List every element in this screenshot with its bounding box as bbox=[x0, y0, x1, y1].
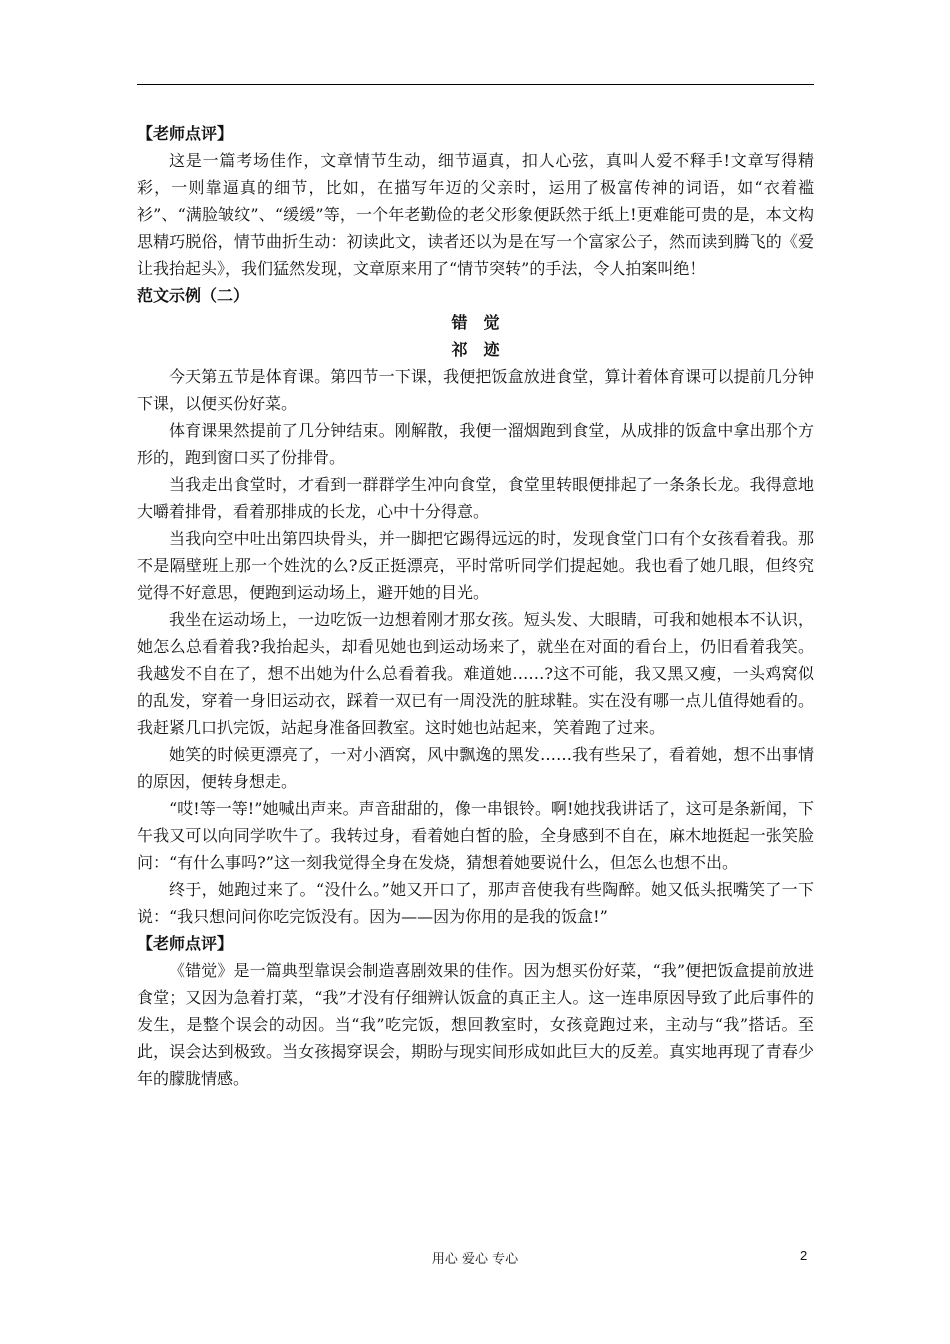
footer-motto: 用心 爱心 专心 bbox=[431, 1252, 519, 1267]
essay-paragraph: 终于，她跑过来了。“没什么。”她又开口了，那声音使我有些陶醉。她又低头抿嘴笑了一下说：“我只想问问你吃完饭没有。因为——因为你用的是我的饭盒!” bbox=[137, 880, 814, 926]
essay-paragraph: 当我走出食堂时，才看到一群群学生冲向食堂，食堂里转眼便排起了一条条长龙。我得意地大嚼着排骨，看着那排成的长龙，心中十分得意。 bbox=[137, 475, 814, 521]
page-number: 2 bbox=[800, 1248, 808, 1263]
essay-paragraph: 体育课果然提前了几分钟结束。刚解散，我便一溜烟跑到食堂，从成排的饭盒中拿出那个方形的，跑到窗口买了份排骨。 bbox=[137, 421, 814, 467]
teacher-comment-paragraph: 这是一篇考场佳作，文章情节生动，细节逼真，扣人心弦，真叫人爱不释手!文章写得精彩，一则靠逼真的细节，比如，在描写年迈的父亲时，运用了极富传神的词语，如“衣着褴衫”、“满脸皱纹”、“缓缓”等，一个年老勤俭的老父形象便跃然于纸上!更难能可贵的是，本文构思精巧脱俗，情节曲折生动：初读此文，读者还以为是在写一个富家公子，然而读到腾飞的《爱让我抬起头》，我们猛然发现，文章原来用了“情节突转”的手法，令人拍案叫绝！ bbox=[137, 151, 814, 278]
document-body bbox=[137, 120, 814, 1092]
essay-title: 错 觉 bbox=[451, 313, 500, 332]
example-heading: 范文示例（二） bbox=[137, 286, 250, 305]
essay-paragraph: 她笑的时候更漂亮了，一对小酒窝，风中飘逸的黑发……我有些呆了，看着她，想不出事情的原因，便转身想走。 bbox=[137, 745, 814, 791]
essay-paragraph: 当我向空中吐出第四块骨头，并一脚把它踢得远远的时，发现食堂门口有个女孩看着我。那不是隔壁班上那一个姓沈的么?反正挺漂亮，平时常听同学们提起她。我也看了她几眼，但终究觉得不好意思，便跑到运动场上，避开她的目光。 bbox=[137, 529, 814, 602]
teacher-comment-paragraph-2: 《错觉》是一篇典型靠误会制造喜剧效果的佳作。因为想买份好菜，“我”便把饭盒提前放进食堂；又因为急着打菜，“我”才没有仔细辨认饭盒的真正主人。这一连串原因导致了此后事件的发生，是整个误会的动因。当“我”吃完饭，想回教室时，女孩竟跑过来，主动与“我”搭话。至此，误会达到极致。当女孩揭穿误会，期盼与现实间形成如此巨大的反差。真实地再现了青春少年的朦胧情感。 bbox=[137, 961, 814, 1088]
header-rule bbox=[137, 84, 814, 85]
essay-paragraph: “哎!等一等!”她喊出声来。声音甜甜的，像一串银铃。啊!她找我讲话了，这可是条新闻，下午我又可以向同学吹牛了。我转过身，看着她白皙的脸，全身感到不自在，麻木地挺起一张笑脸问：“有什么事吗?”这一刻我觉得全身在发烧，猜想着她要说什么，但怎么也想不出。 bbox=[137, 799, 814, 872]
essay-author: 祁 迹 bbox=[451, 340, 500, 359]
teacher-comment-heading: 【老师点评】 bbox=[137, 124, 234, 143]
teacher-comment-heading-2: 【老师点评】 bbox=[137, 934, 234, 953]
essay-paragraph: 今天第五节是体育课。第四节一下课，我便把饭盒放进食堂，算计着体育课可以提前几分钟下课，以便买份好菜。 bbox=[137, 367, 814, 413]
essay-paragraph: 我坐在运动场上，一边吃饭一边想着刚才那女孩。短头发、大眼睛，可我和她根本不认识，她怎么总看着我?我抬起头，却看见她也到运动场来了，就坐在对面的看台上，仍旧看着我笑。我越发不自在了，想不出她为什么总看着我。难道她……?这不可能，我又黑又瘦，一头鸡窝似的乱发，穿着一身旧运动衣，踩着一双已有一周没洗的脏球鞋。实在没有哪一点儿值得她看的。我赶紧几口扒完饭，站起身准备回教室。这时她也站起来，笑着跑了过来。 bbox=[137, 610, 814, 737]
